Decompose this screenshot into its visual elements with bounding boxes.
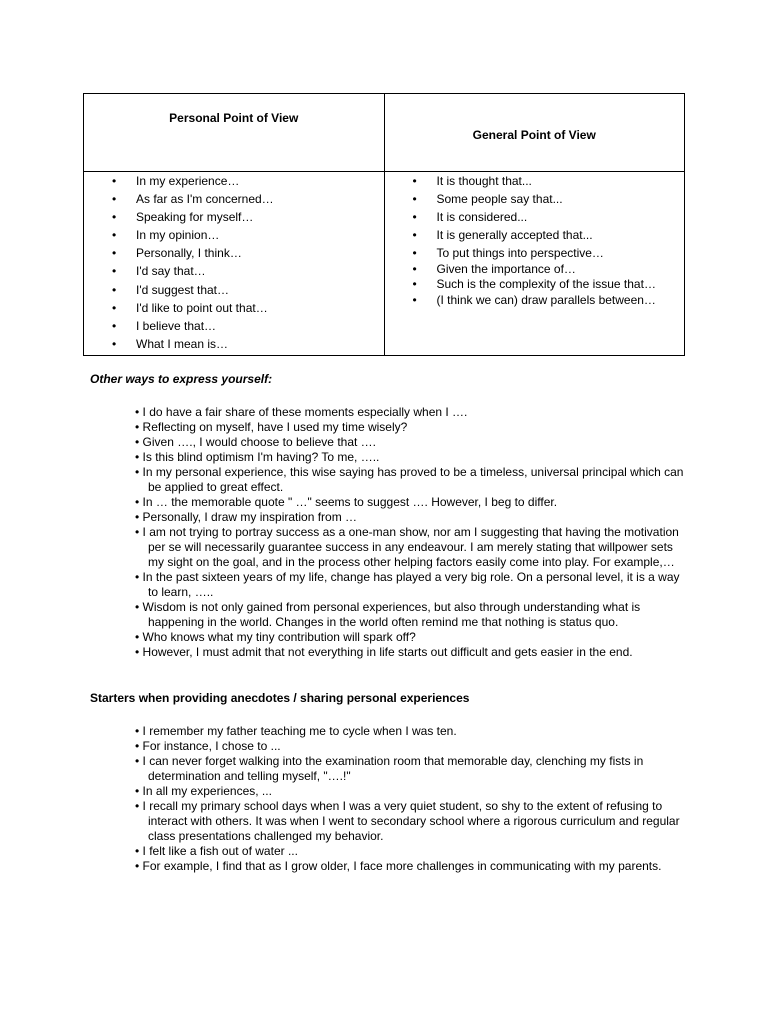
personal-pov-header xyxy=(84,94,385,172)
table-header-row xyxy=(84,94,685,172)
other-ways-heading: Other ways to express yourself: xyxy=(90,372,273,386)
list-item: • Given …., I would choose to believe that …. xyxy=(126,435,692,450)
point-of-view-table xyxy=(83,93,685,356)
list-item: • Personally, I draw my inspiration from … xyxy=(126,510,692,525)
list-item: • It is thought that... xyxy=(385,174,685,192)
starters-heading: Starters when providing anecdotes / sharing personal experiences xyxy=(90,691,470,705)
list-item: • Such is the complexity of the issue that… xyxy=(385,277,685,293)
list-item: • Speaking for myself… xyxy=(84,210,384,228)
list-item: • Some people say that... xyxy=(385,192,685,210)
list-item: • For instance, I chose to ... xyxy=(126,739,692,754)
list-item: • What I mean is… xyxy=(84,337,384,355)
personal-pov-list xyxy=(84,174,384,355)
general-pov-cell xyxy=(384,172,685,356)
list-item: • I felt like a fish out of water ... xyxy=(126,844,692,859)
list-item: • Reflecting on myself, have I used my time wisely? xyxy=(126,420,692,435)
list-item: • Given the importance of… xyxy=(385,262,685,278)
list-item: • I'd like to point out that… xyxy=(84,301,384,319)
list-item: • In my experience… xyxy=(84,174,384,192)
list-item: • I can never forget walking into the examination room that memorable day, clenching my fists in determination and telling myself, "….!" xyxy=(126,754,692,784)
list-item: • It is considered... xyxy=(385,210,685,228)
list-item: • In the past sixteen years of my life, change has played a very big role. On a personal level, it is a way to learn, ….. xyxy=(126,570,692,600)
list-item: • I believe that… xyxy=(84,319,384,337)
list-item: • To put things into perspective… xyxy=(385,246,685,262)
list-item: • I recall my primary school days when I was a very quiet student, so shy to the extent of refusing to interact with others. It was when I went to secondary school where a rigorous curriculum and regular class presentations challenged my behavior. xyxy=(126,799,692,844)
list-item: • Who knows what my tiny contribution will spark off? xyxy=(126,630,692,645)
list-item: • I remember my father teaching me to cycle when I was ten. xyxy=(126,724,692,739)
list-item: • In … the memorable quote " …" seems to suggest …. However, I beg to differ. xyxy=(126,495,692,510)
list-item: • In all my experiences, ... xyxy=(126,784,692,799)
list-item: • Is this blind optimism I'm having? To me, ….. xyxy=(126,450,692,465)
list-item: • As far as I'm concerned… xyxy=(84,192,384,210)
other-ways-list xyxy=(126,405,692,660)
list-item: • It is generally accepted that... xyxy=(385,228,685,246)
general-pov-header xyxy=(384,94,685,172)
list-item: • For example, I find that as I grow older, I face more challenges in communicating with my parents. xyxy=(126,859,692,874)
table-body-row xyxy=(84,172,685,356)
list-item: • I'd suggest that… xyxy=(84,283,384,301)
general-pov-header-text: General Point of View xyxy=(472,128,596,142)
list-item: • (I think we can) draw parallels between… xyxy=(385,293,685,309)
personal-pov-cell xyxy=(84,172,385,356)
list-item: • Personally, I think… xyxy=(84,246,384,264)
personal-pov-header-text: Personal Point of View xyxy=(169,111,299,125)
list-item: • In my personal experience, this wise saying has proved to be a timeless, universal principal which can be applied to great effect. xyxy=(126,465,692,495)
list-item: • I do have a fair share of these moments especially when I …. xyxy=(126,405,692,420)
list-item: • I'd say that… xyxy=(84,264,384,282)
general-pov-list xyxy=(385,174,685,308)
list-item: • I am not trying to portray success as a one-man show, nor am I suggesting that having the motivation per se will necessarily guarantee success in any endeavour. I am merely stating that willpower sets my sight on the goal, and in the process other helping factors easily come into play. For example,… xyxy=(126,525,692,570)
list-item: • In my opinion… xyxy=(84,228,384,246)
list-item: • However, I must admit that not everything in life starts out difficult and gets easier in the end. xyxy=(126,645,692,660)
starters-list xyxy=(126,724,692,874)
list-item: • Wisdom is not only gained from personal experiences, but also through understanding what is happening in the world. Changes in the world often remind me that nothing is status quo. xyxy=(126,600,692,630)
